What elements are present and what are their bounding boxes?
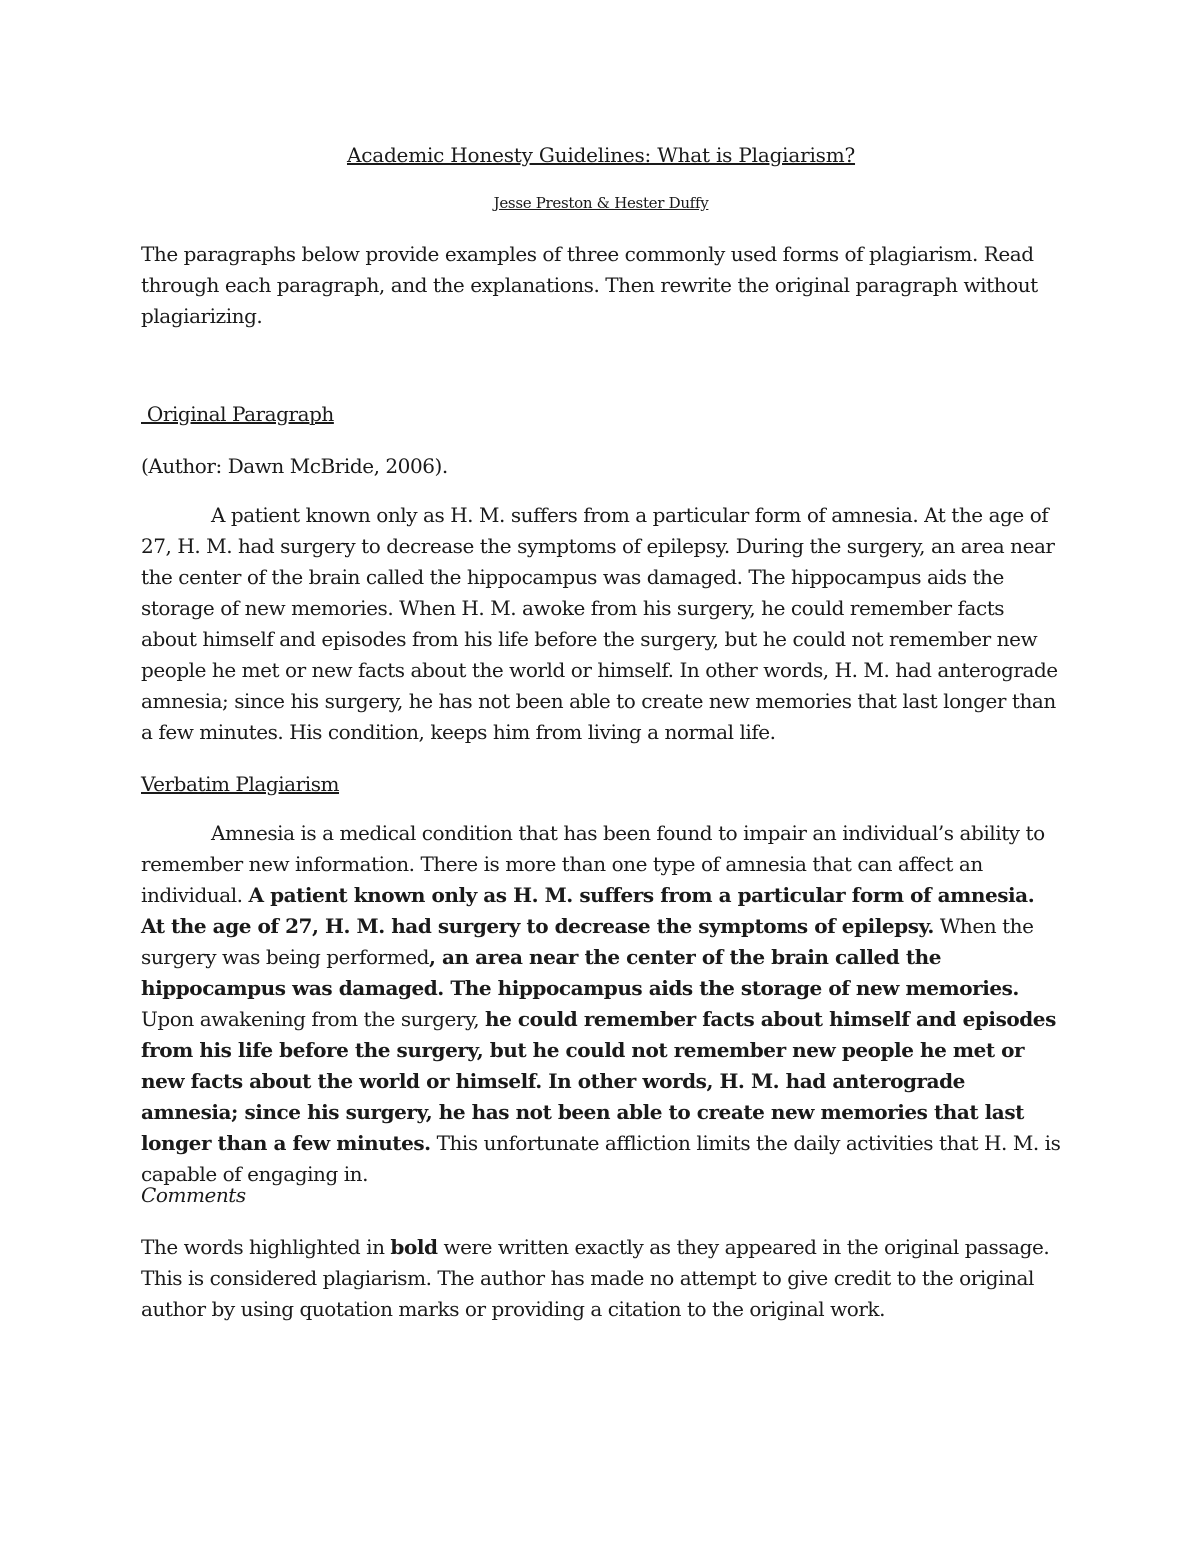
comments-heading: Comments	[141, 1183, 246, 1207]
original-author-line: (Author: Dawn McBride, 2006).	[141, 454, 448, 478]
comments-segment: were written exactly as they appeared in the original passage. This is considered plagiarism. The author has made no attempt to give credit to the original author by using quotation marks or providing a citation to the original work.	[141, 1235, 1050, 1321]
verbatim-segment: When the surgery was being performed	[141, 914, 1034, 969]
document-authors: Jesse Preston & Hester Duffy	[493, 194, 709, 212]
comments-segment: The words highlighted in	[141, 1235, 391, 1259]
document-title: Academic Honesty Guidelines: What is Plagiarism?	[346, 143, 856, 167]
intro-paragraph: The paragraphs below provide examples of three commonly used forms of plagiarism. Read through each paragraph, and the explanations. Then rewrite the original paragraph without plagiarizing.	[141, 242, 1038, 328]
verbatim-segment: Upon awakening from the surgery,	[141, 1007, 486, 1031]
verbatim-segment: This unfortunate affliction limits the daily activities that H. M. is capable of engaging in.	[141, 1131, 1061, 1186]
verbatim-bold-segment: A patient known only as H. M. suffers from a particular form of amnesia. At the age of 27, H. M. had surgery to decrease the symptoms of epilepsy.	[141, 883, 1035, 938]
verbatim-plagiarism-text	[141, 818, 1061, 1190]
comments-text	[141, 1232, 1061, 1325]
verbatim-segment: Amnesia is a medical condition that has been found to impair an individual’s ability to remember new information. There is more than one type of amnesia that can affect an individual.	[141, 821, 1045, 907]
original-paragraph-text: A patient known only as H. M. suffers from a particular form of amnesia. At the age of 27, H. M. had surgery to decrease the symptoms of epilepsy. During the surgery, an area near the center of the brain called the hippocampus was damaged. The hippocampus aids the storage of new memories. When H. M. awoke from his surgery, he could remember facts about himself and episodes from his life before the surgery, but he could not remember new people he met or new facts about the world or himself. In other words, H. M. had anterograde amnesia; since his surgery, he has not been able to create new memories that last longer than a few minutes. His condition, keeps him from living a normal life.	[141, 503, 1058, 744]
verbatim-bold-segment: he could remember facts about himself and episodes from his life before the surgery, but he could not remember new people he met or new facts about the world or himself. In other words, H. M. had anterograde amnesia; since his surgery, he has not been able to create new memories that last longer than a few minutes.	[141, 1007, 1056, 1155]
verbatim-plagiarism-heading: Verbatim Plagiarism	[141, 772, 340, 796]
original-paragraph-heading: Original Paragraph	[141, 402, 334, 426]
comments-bold-word: bold	[390, 1235, 438, 1259]
verbatim-bold-segment: , an area near the center of the brain called the hippocampus was damaged. The hippocampus aids the storage of new memories.	[141, 945, 1019, 1000]
